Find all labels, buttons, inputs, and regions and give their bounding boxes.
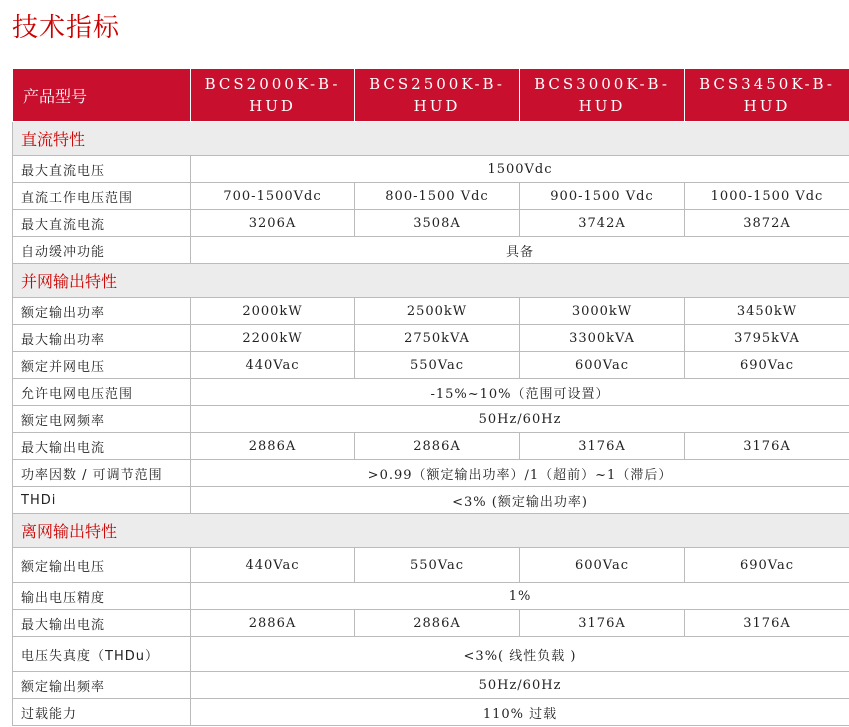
- row-value: <3%( 线性负载 ): [191, 637, 849, 672]
- table-row: [13, 699, 849, 726]
- row-label: 额定输出频率: [13, 672, 191, 699]
- row-value: 900-1500 Vdc: [520, 183, 685, 210]
- row-value: 3872A: [685, 210, 849, 237]
- row-value: 2200kW: [191, 325, 355, 352]
- row-label: 最大输出电流: [13, 610, 191, 637]
- row-value: 50Hz/60Hz: [191, 406, 849, 433]
- table-row: [13, 583, 849, 610]
- row-value: 3176A: [520, 433, 685, 460]
- row-label: 过载能力: [13, 699, 191, 726]
- table-row: [13, 237, 849, 264]
- row-value: 3795kVA: [685, 325, 849, 352]
- row-value: 2500kW: [355, 298, 520, 325]
- row-value: 3176A: [685, 433, 849, 460]
- header-label: 产品型号: [13, 69, 191, 122]
- row-value: 50Hz/60Hz: [191, 672, 849, 699]
- row-value: 2886A: [191, 433, 355, 460]
- row-label: 电压失真度（THDu）: [13, 637, 191, 672]
- table-row: [13, 460, 849, 487]
- header-model: BCS2500K-B-HUD: [355, 69, 520, 122]
- row-value: 1000-1500 Vdc: [685, 183, 849, 210]
- row-value: 2000kW: [191, 298, 355, 325]
- row-value: 800-1500 Vdc: [355, 183, 520, 210]
- section-header-offgrid: [13, 514, 849, 548]
- row-value: 3508A: [355, 210, 520, 237]
- row-label: 最大直流电流: [13, 210, 191, 237]
- row-value: 550Vac: [355, 548, 520, 583]
- table-row: [13, 433, 849, 460]
- row-label: 额定输出功率: [13, 298, 191, 325]
- row-value: 3300kVA: [520, 325, 685, 352]
- row-value: 3450kW: [685, 298, 849, 325]
- row-value: >0.99（额定输出功率）/1（超前）~1（滞后）: [191, 460, 849, 487]
- row-value: 2886A: [355, 433, 520, 460]
- row-value: 3742A: [520, 210, 685, 237]
- row-label: 额定并网电压: [13, 352, 191, 379]
- section-title: 离网输出特性: [13, 514, 849, 548]
- row-value: 具备: [191, 237, 849, 264]
- row-value: 2886A: [191, 610, 355, 637]
- row-value: 600Vac: [520, 352, 685, 379]
- header-model: BCS3000K-B-HUD: [520, 69, 685, 122]
- row-label: 最大输出电流: [13, 433, 191, 460]
- row-value: 1500Vdc: [191, 156, 849, 183]
- header-model: BCS3450K-B-HUD: [685, 69, 849, 122]
- row-value: 700-1500Vdc: [191, 183, 355, 210]
- row-value: 690Vac: [685, 352, 849, 379]
- table-row: [13, 156, 849, 183]
- row-label: 允许电网电压范围: [13, 379, 191, 406]
- table-row: [13, 183, 849, 210]
- row-value: 440Vac: [191, 548, 355, 583]
- row-value: 440Vac: [191, 352, 355, 379]
- table-row: [13, 352, 849, 379]
- row-value: 3206A: [191, 210, 355, 237]
- table-row: [13, 325, 849, 352]
- row-value: 3176A: [520, 610, 685, 637]
- row-label: 自动缓冲功能: [13, 237, 191, 264]
- row-label: 输出电压精度: [13, 583, 191, 610]
- row-label: 最大直流电压: [13, 156, 191, 183]
- row-value: <3% (额定输出功率): [191, 487, 849, 514]
- row-value: 2886A: [355, 610, 520, 637]
- row-value: 600Vac: [520, 548, 685, 583]
- section-header-dc: [13, 122, 849, 156]
- page-title: 技术指标: [12, 13, 121, 43]
- section-title: 直流特性: [13, 122, 849, 156]
- row-value: -15%~10%（范围可设置）: [191, 379, 849, 406]
- row-value: 3000kW: [520, 298, 685, 325]
- row-label: 额定输出电压: [13, 548, 191, 583]
- row-label: 额定电网频率: [13, 406, 191, 433]
- row-value: 3176A: [685, 610, 849, 637]
- row-label: 直流工作电压范围: [13, 183, 191, 210]
- row-value: 550Vac: [355, 352, 520, 379]
- row-label: THDi: [13, 487, 191, 514]
- table-row: [13, 298, 849, 325]
- row-label: 功率因数 / 可调节范围: [13, 460, 191, 487]
- table-row: [13, 610, 849, 637]
- table-row: [13, 637, 849, 672]
- header-model: BCS2000K-B-HUD: [191, 69, 355, 122]
- row-value: 110% 过载: [191, 699, 849, 726]
- table-row: [13, 210, 849, 237]
- table-row: [13, 487, 849, 514]
- table-row: [13, 672, 849, 699]
- row-value: 690Vac: [685, 548, 849, 583]
- section-title: 并网输出特性: [13, 264, 849, 298]
- table-row: [13, 548, 849, 583]
- row-value: 2750kVA: [355, 325, 520, 352]
- row-label: 最大输出功率: [13, 325, 191, 352]
- section-header-grid: [13, 264, 849, 298]
- table-row: [13, 379, 849, 406]
- table-row: [13, 406, 849, 433]
- row-value: 1%: [191, 583, 849, 610]
- spec-table: [12, 69, 849, 726]
- table-header-row: [13, 69, 849, 122]
